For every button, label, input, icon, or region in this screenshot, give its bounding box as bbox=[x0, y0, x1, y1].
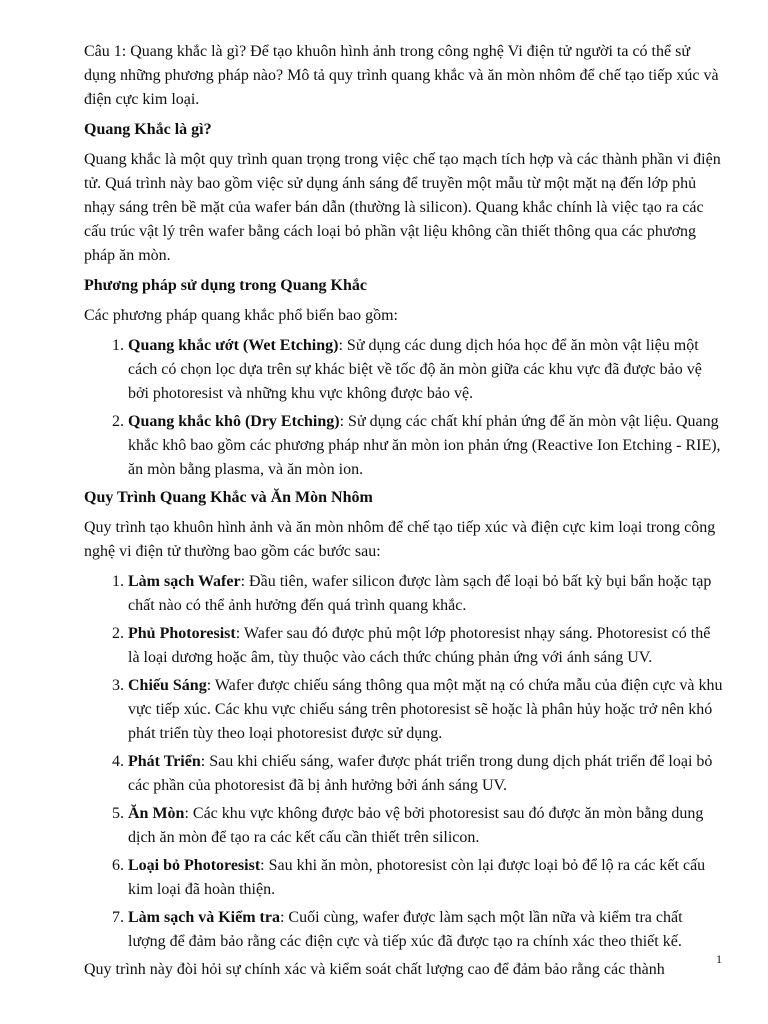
list-item-text: : Đầu tiên, wafer silicon được làm sạch để loại bỏ bất kỳ bụi bẩn hoặc tạp chất nào có thể ảnh hưởng đến quá trình quang khắc. bbox=[128, 573, 712, 614]
question-text: Câu 1: Quang khắc là gì? Để tạo khuôn hình ảnh trong công nghệ Vi điện tử người ta có thể sử dụng những phương pháp nào? Mô tả quy trình quang khắc và ăn mòn nhôm để chế tạo tiếp xúc và điện cực kim loại. bbox=[84, 43, 719, 108]
section-heading-process: Quy Trình Quang Khắc và Ăn Mòn Nhôm bbox=[84, 489, 373, 506]
list-item-text: : Wafer được chiếu sáng thông qua một mặt nạ có chứa mẫu của điện cực và khu vực tiếp xúc. Các khu vực chiếu sáng trên photoresist sẽ hoặc là phân hủy hoặc trở nên khó phát triển tùy theo loại photoresist được sử dụng. bbox=[128, 677, 723, 742]
list-item bbox=[128, 334, 724, 406]
list-item-text: : Sau khi chiếu sáng, wafer được phát triển trong dung dịch phát triển để loại bỏ các phần của photoresist đã bị ảnh hưởng bởi ánh sáng UV. bbox=[128, 753, 713, 794]
list-item-term: Loại bỏ Photoresist bbox=[128, 857, 261, 874]
list-item-text: : Wafer sau đó được phủ một lớp photoresist nhạy sáng. Photoresist có thể là loại dương hoặc âm, tùy thuộc vào cách thức chúng phản ứng với ánh sáng UV. bbox=[128, 625, 711, 666]
list-item-text: : Cuối cùng, wafer được làm sạch một lần nữa và kiểm tra chất lượng để đảm bảo rằng các điện cực và tiếp xúc đã được tạo ra chính xác theo thiết kế. bbox=[128, 909, 683, 950]
list-item bbox=[128, 906, 724, 954]
list-item-term: Quang khắc khô (Dry Etching) bbox=[128, 413, 340, 430]
process-steps-list bbox=[84, 570, 724, 954]
methods-intro: Các phương pháp quang khắc phổ biến bao gồm: bbox=[84, 307, 398, 324]
list-item-text: : Các khu vực không được bảo vệ bởi photoresist sau đó được ăn mòn bằng dung dịch ăn mòn để tạo ra các kết cấu cần thiết trên silicon. bbox=[128, 805, 704, 846]
section-heading-what-is-lithography: Quang Khắc là gì? bbox=[84, 121, 212, 138]
list-item bbox=[128, 854, 724, 902]
methods-list bbox=[84, 334, 724, 482]
section-body-what-is-lithography: Quang khắc là một quy trình quan trọng trong việc chế tạo mạch tích hợp và các thành phần vi điện tử. Quá trình này bao gồm việc sử dụng ánh sáng để truyền một mẫu từ một mặt nạ đến lớp phủ nhạy sáng trên bề mặt của wafer bán dẫn (thường là silicon). Quang khắc chính là việc tạo ra các cấu trúc vật lý trên wafer bằng cách loại bỏ phần vật liệu không cần thiết thông qua các phương pháp ăn mòn. bbox=[84, 151, 721, 264]
list-item-term: Quang khắc ướt (Wet Etching) bbox=[128, 337, 339, 354]
list-item-term: Làm sạch Wafer bbox=[128, 573, 241, 590]
page-number: 1 bbox=[716, 952, 722, 966]
list-item-text: : Sử dụng các chất khí phản ứng để ăn mòn vật liệu. Quang khắc khô bao gồm các phương pháp như ăn mòn ion phản ứng (Reactive Ion Etching - RIE), ăn mòn bằng plasma, và ăn mòn ion. bbox=[128, 413, 721, 478]
list-item-term: Phát Triển bbox=[128, 753, 201, 770]
list-item bbox=[128, 750, 724, 798]
list-item bbox=[128, 802, 724, 850]
list-item-term: Làm sạch và Kiểm tra bbox=[128, 909, 280, 926]
process-intro: Quy trình tạo khuôn hình ảnh và ăn mòn nhôm để chế tạo tiếp xúc và điện cực kim loại trong công nghệ vi điện tử thường bao gồm các bước sau: bbox=[84, 519, 716, 560]
list-item bbox=[128, 410, 724, 482]
list-item bbox=[128, 622, 724, 670]
list-item-term: Ăn Mòn bbox=[128, 805, 185, 822]
process-closing-text: Quy trình này đòi hỏi sự chính xác và kiểm soát chất lượng cao để đảm bảo rằng các thành bbox=[84, 961, 665, 978]
list-item-term: Chiếu Sáng bbox=[128, 677, 207, 694]
section-heading-methods: Phương pháp sử dụng trong Quang Khắc bbox=[84, 277, 367, 294]
list-item-term: Phủ Photoresist bbox=[128, 625, 236, 642]
list-item-text: : Sử dụng các dung dịch hóa học để ăn mòn vật liệu một cách có chọn lọc dựa trên sự khác biệt về tốc độ ăn mòn giữa các khu vực đã được bảo vệ bởi photoresist và những khu vực không được bảo vệ. bbox=[128, 337, 702, 402]
list-item bbox=[128, 570, 724, 618]
list-item bbox=[128, 674, 724, 746]
document-page bbox=[84, 40, 724, 988]
list-item-text: : Sau khi ăn mòn, photoresist còn lại được loại bỏ để lộ ra các kết cấu kim loại đã hoàn thiện. bbox=[128, 857, 706, 898]
